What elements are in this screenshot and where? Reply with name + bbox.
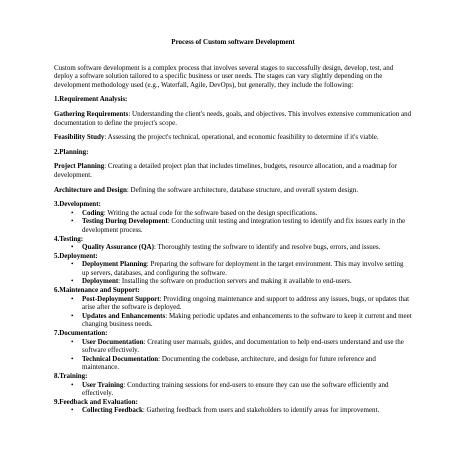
list-item-coding xyxy=(82,209,412,218)
text-testing-during-development: : Conducting unit testing and integration testing to identify and fix issues early in the development process. xyxy=(82,217,406,234)
document-title: Process of Custom software Development xyxy=(171,38,295,46)
text-gathering-requirements: : Understanding the client's needs, goals, and objectives. This involves extensive communication and documentation to define the project's scope. xyxy=(54,109,412,127)
term-deployment-planning: Deployment Planning xyxy=(82,260,147,269)
text-quality-assurance: : Thoroughly testing the software to identify and resolve bugs, errors, and issues. xyxy=(153,243,381,252)
training-list xyxy=(54,381,412,398)
text-coding: : Writing the actual code for the software based on the design specifications. xyxy=(103,208,318,217)
section-heading-deployment: 5.Deployment: xyxy=(54,251,98,260)
term-deployment: Deployment xyxy=(82,277,119,286)
text-project-planning: : Creating a detailed project plan that includes timelines, budgets, resource allocation, and a roadmap for development. xyxy=(54,162,397,179)
list-item-technical-documentation xyxy=(82,355,412,372)
maintenance-list xyxy=(54,295,412,329)
section-heading-testing: 4.Testing: xyxy=(54,234,84,243)
term-post-deployment-support: Post-Deployment Support xyxy=(82,294,160,303)
section-heading-feedback-evaluation: 9.Feedback and Evaluation: xyxy=(54,397,138,406)
term-technical-documentation: Technical Documentation xyxy=(82,354,159,363)
term-feasibility-study: Feasibility Study xyxy=(54,133,105,142)
section-heading-maintenance-support: 6.Maintenance and Support: xyxy=(54,286,140,295)
text-deployment: : Installing the software on production servers and making it available to end-users. xyxy=(118,277,352,286)
text-post-deployment-support: : Providing ongoing maintenance and support to address any issues, bugs, or updates that arise after the software is deployed. xyxy=(82,294,410,312)
list-item-deployment xyxy=(82,277,412,286)
term-project-planning: Project Planning xyxy=(54,162,105,171)
term-coding: Coding xyxy=(82,208,104,217)
text-user-training: : Conducting training sessions for end-users to ensure they can use the software efficiently and effectively. xyxy=(82,380,389,398)
text-deployment-planning: : Preparing the software for deployment in the target environment. This may involve setting up servers, databases, and configuring the software. xyxy=(82,260,404,277)
term-testing-during-development: Testing During Development xyxy=(82,217,168,226)
list-item-deployment-planning xyxy=(82,260,412,277)
deployment-list xyxy=(54,260,412,286)
list-item-updates-enhancements xyxy=(82,312,412,329)
text-feasibility-study: : Assessing the project's technical, operational, and economic feasibility to determine if it's viable. xyxy=(104,133,379,142)
term-gathering-requirements: Gathering Requirements xyxy=(54,109,129,118)
list-item-collecting-feedback xyxy=(82,406,412,415)
documentation-list xyxy=(54,338,412,372)
text-user-documentation: : Creating user manuals, guides, and documentation to help end-users understand and use the software effectively. xyxy=(82,337,404,355)
list-item-user-training xyxy=(82,381,412,398)
list-item-quality-assurance xyxy=(82,243,412,252)
list-item-user-documentation xyxy=(82,338,412,355)
section-heading-development: 3.Development: xyxy=(54,200,101,209)
development-list xyxy=(54,209,412,235)
section-heading-planning: 2.Planning: xyxy=(54,147,89,156)
section-heading-training: 8.Training: xyxy=(54,372,88,380)
text-technical-documentation: : Documenting the codebase, architecture, and design for future reference and maintenance. xyxy=(82,354,376,372)
section-heading-requirement-analysis: 1.Requirement Analysis: xyxy=(54,95,128,104)
text-updates-enhancements: : Making periodic updates and enhancements to the software to keep it current and meet changing business needs. xyxy=(82,311,412,329)
term-updates-enhancements: Updates and Enhancements xyxy=(82,311,166,320)
list-item-post-deployment-support xyxy=(82,295,412,312)
list-item-testing-during-development xyxy=(82,217,412,234)
text-architecture-design: : Defining the software architecture, database structure, and overall system design. xyxy=(126,185,358,194)
feedback-list xyxy=(54,406,412,415)
term-user-training: User Training xyxy=(82,380,124,389)
term-quality-assurance: Quality Assurance (QA) xyxy=(82,243,154,252)
paragraph-project-planning xyxy=(54,162,412,179)
paragraph-gathering-requirements xyxy=(54,110,412,127)
term-architecture-design: Architecture and Design xyxy=(54,185,127,194)
testing-list xyxy=(54,243,412,252)
paragraph-feasibility-study xyxy=(54,133,412,142)
paragraph-architecture-design xyxy=(54,186,412,195)
section-heading-documentation: 7.Documentation: xyxy=(54,329,108,338)
intro-paragraph: Custom software development is a complex process that involves several stages to successfully design, develop, test, and deploy a software solution tailored to a specific business or user needs. The stages can vary slightly depending on the development methodology used (e.g., Waterfall, Agile, DevOps), but generally, they include the following: xyxy=(54,63,394,89)
text-collecting-feedback: : Gathering feedback from users and stakeholders to identify areas for improvement. xyxy=(142,406,380,415)
term-collecting-feedback: Collecting Feedback xyxy=(82,406,143,415)
term-user-documentation: User Documentation xyxy=(82,337,144,346)
